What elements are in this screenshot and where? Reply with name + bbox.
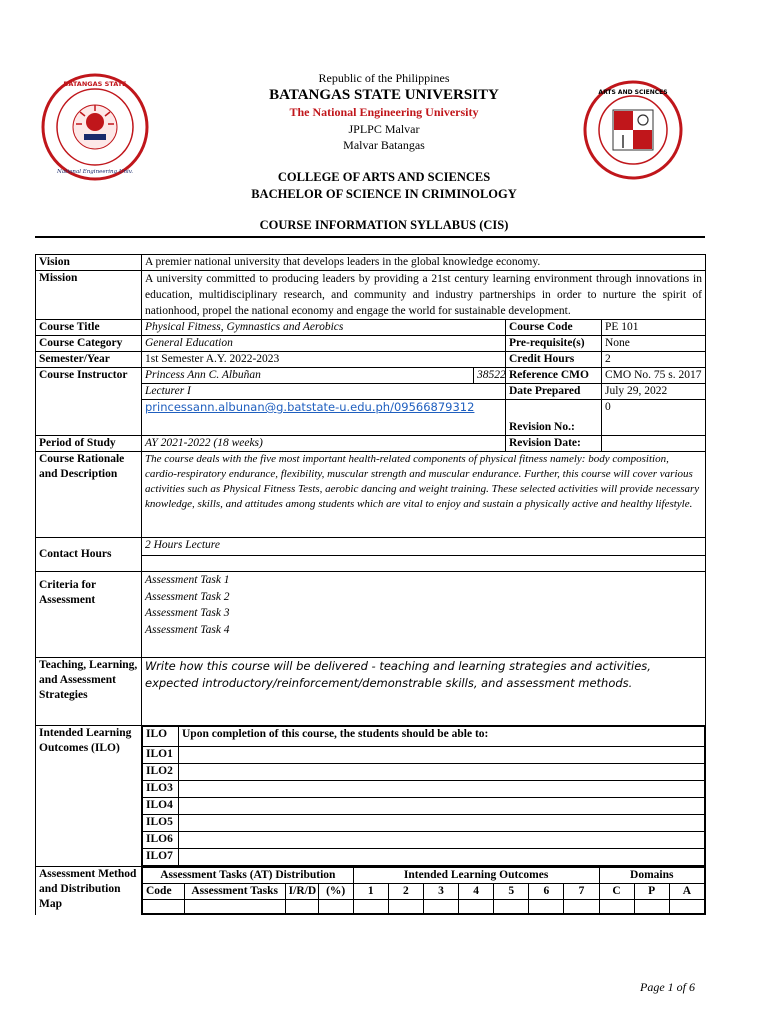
ilo-row: ILO1 bbox=[143, 747, 179, 764]
col-header: 4 bbox=[459, 884, 494, 900]
instructor-id: 38522 bbox=[474, 368, 506, 384]
ilo-row: ILO6 bbox=[143, 832, 179, 849]
col-header: 2 bbox=[388, 884, 423, 900]
instructor-contact-link[interactable]: princessann.albunan@g.batstate-u.edu.ph/09566879312 bbox=[145, 400, 475, 414]
assessment-map-table bbox=[142, 867, 705, 914]
contact-hours-label: Contact Hours bbox=[36, 538, 142, 572]
table-row bbox=[143, 900, 185, 914]
semester-value: 1st Semester A.Y. 2022-2023 bbox=[142, 352, 506, 368]
page-number: Page 1 of 6 bbox=[640, 980, 695, 994]
svg-text:BATANGAS STATE: BATANGAS STATE bbox=[63, 80, 127, 88]
svg-text:National Engineering Univ.: National Engineering Univ. bbox=[57, 169, 133, 175]
col-header: 1 bbox=[353, 884, 388, 900]
col-header: Code bbox=[143, 884, 185, 900]
course-code-label: Course Code bbox=[506, 320, 602, 336]
criteria-item: Assessment Task 1 bbox=[145, 574, 230, 586]
contact-hours-value: 2 Hours Lecture bbox=[142, 538, 706, 556]
document-title: COURSE INFORMATION SYLLABUS (CIS) bbox=[259, 218, 509, 232]
reference-cmo-value: CMO No. 75 s. 2017 bbox=[602, 368, 706, 384]
col-header: 7 bbox=[564, 884, 599, 900]
col-header: C bbox=[599, 884, 634, 900]
college-arts-sciences-seal-icon bbox=[583, 80, 683, 180]
university-name: BATANGAS STATE UNIVERSITY bbox=[269, 87, 499, 103]
revision-no-label: Revision No.: bbox=[506, 400, 602, 436]
col-header: 6 bbox=[529, 884, 564, 900]
ilo-label: Intended Learning Outcomes (ILO) bbox=[36, 726, 142, 867]
prerequisite-label: Pre-requisite(s) bbox=[506, 336, 602, 352]
course-category-value: General Education bbox=[142, 336, 506, 352]
college-name: COLLEGE OF ARTS AND SCIENCES bbox=[277, 170, 491, 184]
prerequisite-value: None bbox=[602, 336, 706, 352]
period-of-study-label: Period of Study bbox=[36, 436, 142, 452]
criteria-list bbox=[142, 572, 706, 658]
course-rationale-text: The course deals with the five most important health-related components of physical fitness namely: body composition, cardio-respiratory endurance, flexibility, muscular strength and muscular endurance. Further, this course will cover various activities such as Physical Fitness Tests, aerobic dancing and weight training. These selected activities will provide necessary knowledge, skills, and attitudes among students which are vital to enjoy and sustain a physically active and healthy lifestyle. bbox=[142, 452, 706, 538]
course-title-value: Physical Fitness, Gymnastics and Aerobics bbox=[142, 320, 506, 336]
ilo-head: ILO bbox=[143, 727, 179, 747]
at-distribution-header: Assessment Tasks (AT) Distribution bbox=[143, 868, 354, 884]
ilo-row: ILO5 bbox=[143, 815, 179, 832]
ilo-group-header: Intended Learning Outcomes bbox=[353, 868, 599, 884]
semester-label: Semester/Year bbox=[36, 352, 142, 368]
credit-hours-label: Credit Hours bbox=[506, 352, 602, 368]
teaching-strategies-label: Teaching, Learning, and Assessment Strategies bbox=[36, 658, 142, 726]
col-header: Assessment Tasks bbox=[184, 884, 285, 900]
col-header: (%) bbox=[318, 884, 353, 900]
course-rationale-label: Course Rationale and Description bbox=[36, 452, 142, 538]
col-header: 5 bbox=[494, 884, 529, 900]
course-title-label: Course Title bbox=[36, 320, 142, 336]
mission-label: Mission bbox=[36, 271, 142, 320]
ilo-row: ILO7 bbox=[143, 849, 179, 866]
criteria-item: Assessment Task 3 bbox=[145, 607, 230, 619]
ilo-row: ILO4 bbox=[143, 798, 179, 815]
contact-hours-blank-row bbox=[142, 556, 706, 572]
revision-date-label: Revision Date: bbox=[506, 436, 602, 452]
document-header bbox=[0, 0, 768, 240]
svg-text:ARTS AND SCIENCES: ARTS AND SCIENCES bbox=[598, 89, 668, 96]
col-header: 3 bbox=[423, 884, 458, 900]
instructor-title: Lecturer I bbox=[142, 384, 506, 400]
course-category-label: Course Category bbox=[36, 336, 142, 352]
revision-date-value bbox=[602, 436, 706, 452]
course-code-value: PE 101 bbox=[602, 320, 706, 336]
teaching-strategies-text: Write how this course will be delivered - teaching and learning strategies and activities, expected introductory/reinforcement/demonstrable skills, and assessment methods. bbox=[142, 658, 706, 726]
mission-text: A university committed to producing leaders by providing a 21st century learning environment through innovations in education, multidisciplinary research, and community and industry partnerships in order to nurture the spirit of nationhood, propel the national economy and engage the world for sustainable development. bbox=[142, 271, 706, 320]
criteria-item: Assessment Task 4 bbox=[145, 623, 230, 636]
date-prepared-value: July 29, 2022 bbox=[602, 384, 706, 400]
domains-header: Domains bbox=[599, 868, 704, 884]
republic-line: Republic of the Philippines bbox=[318, 71, 450, 85]
campus-name: JPLPC Malvar bbox=[348, 122, 420, 136]
period-of-study-value: AY 2021-2022 (18 weeks) bbox=[142, 436, 506, 452]
criteria-item: Assessment Task 2 bbox=[145, 590, 230, 603]
assessment-map-label: Assessment Method and Distribution Map bbox=[36, 867, 142, 915]
ilo-table bbox=[142, 726, 705, 866]
vision-text: A premier national university that develops leaders in the global knowledge economy. bbox=[142, 255, 706, 271]
reference-cmo-label: Reference CMO bbox=[506, 368, 602, 384]
col-header: I/R/D bbox=[285, 884, 318, 900]
ilo-intro: Upon completion of this course, the students should be able to: bbox=[179, 727, 705, 747]
credit-hours-value: 2 bbox=[602, 352, 706, 368]
instructor-label: Course Instructor bbox=[36, 368, 142, 436]
vision-label: Vision bbox=[36, 255, 142, 271]
header-divider bbox=[35, 236, 705, 238]
criteria-label: Criteria for Assessment bbox=[36, 572, 142, 658]
ilo-row: ILO2 bbox=[143, 764, 179, 781]
university-tagline: The National Engineering University bbox=[289, 105, 479, 119]
campus-address: Malvar Batangas bbox=[343, 138, 425, 152]
program-name: BACHELOR OF SCIENCE IN CRIMINOLOGY bbox=[251, 187, 517, 201]
col-header: P bbox=[634, 884, 669, 900]
ilo-row: ILO3 bbox=[143, 781, 179, 798]
syllabus-table bbox=[35, 254, 706, 915]
revision-no-value: 0 bbox=[602, 400, 706, 436]
date-prepared-label: Date Prepared bbox=[506, 384, 602, 400]
instructor-name: Princess Ann C. Albuñan bbox=[142, 368, 474, 384]
col-header: A bbox=[669, 884, 704, 900]
